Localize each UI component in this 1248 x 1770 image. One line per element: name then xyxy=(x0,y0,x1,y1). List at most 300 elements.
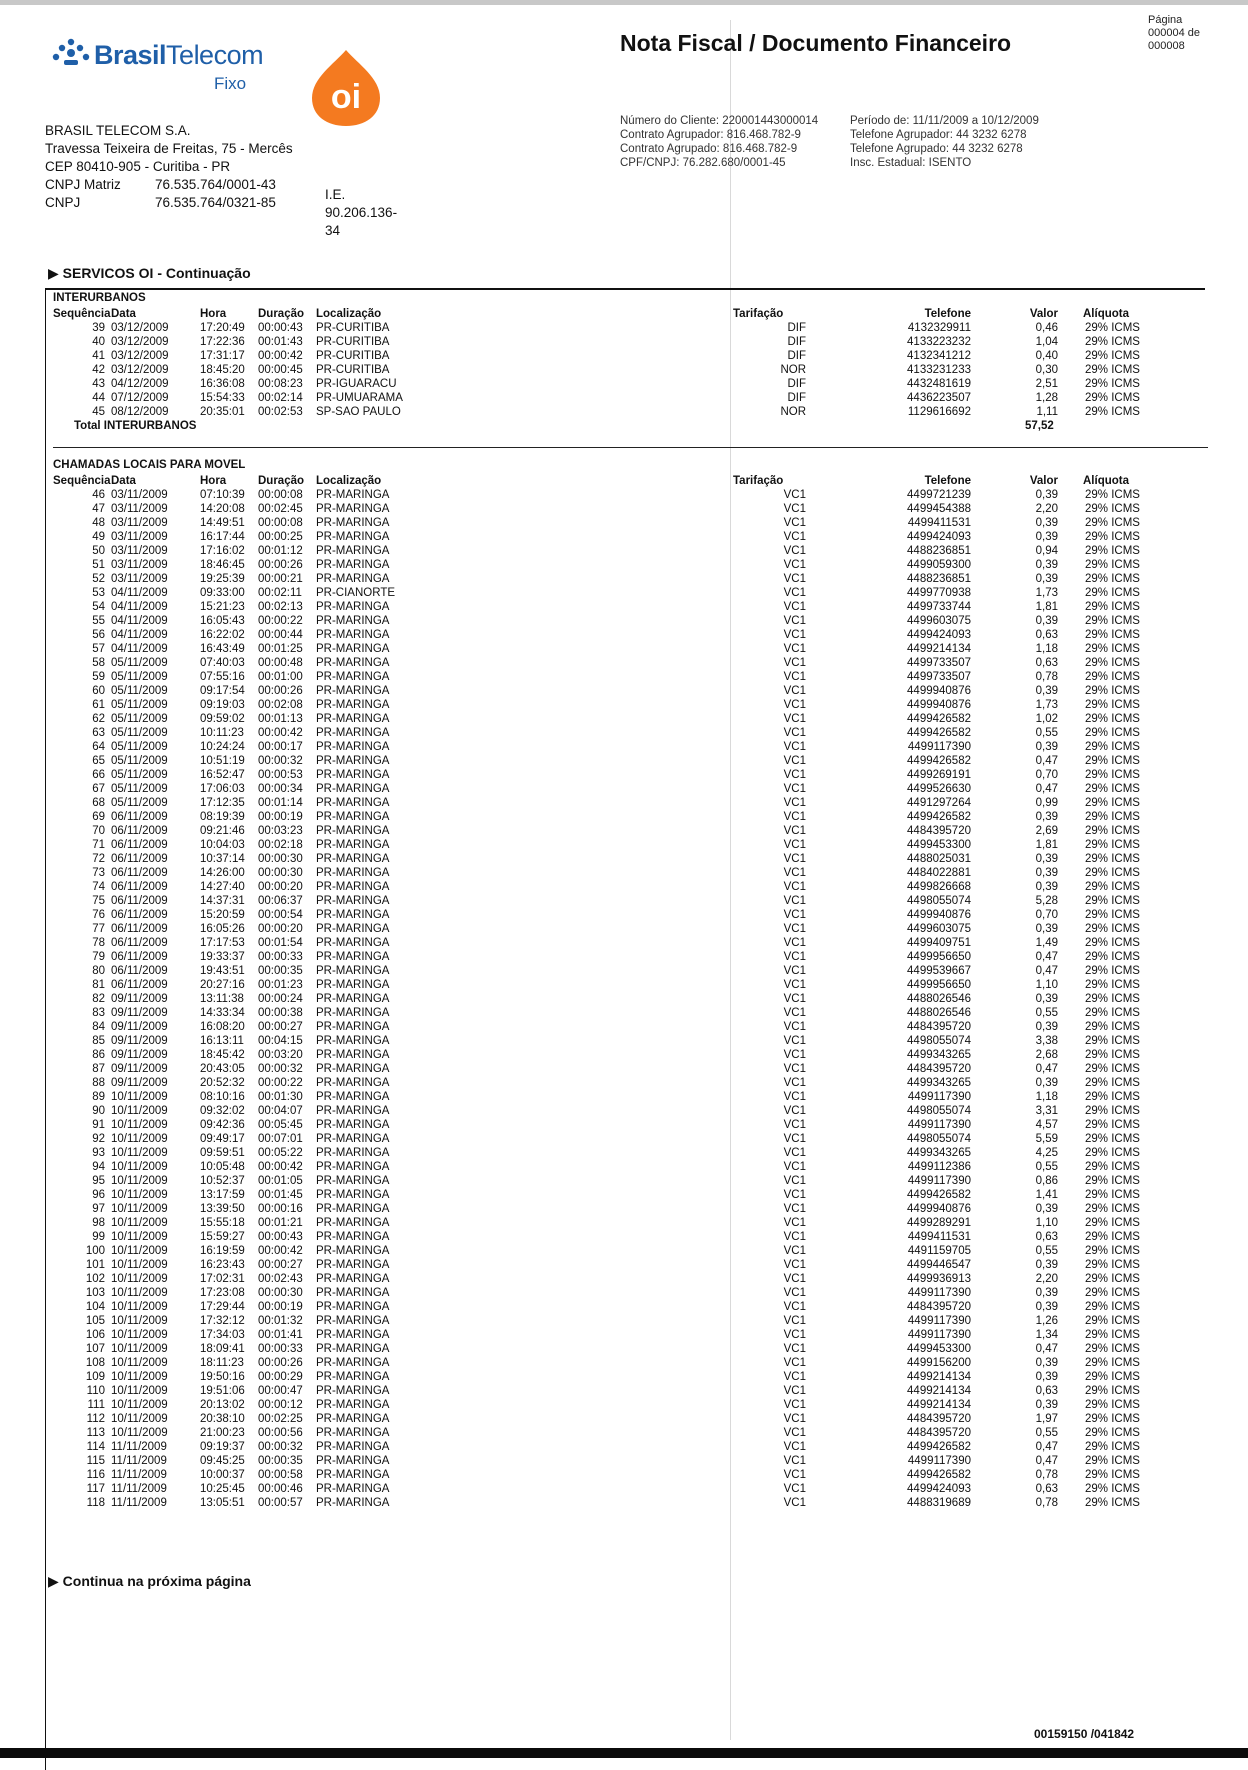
table-row xyxy=(53,1398,1208,1412)
cell-localizacao: PR-MARINGA xyxy=(316,1077,390,1089)
cell-telefone: 4499826668 xyxy=(907,881,971,893)
cell-hora: 09:19:03 xyxy=(200,699,245,711)
cell-aliquota: 29% ICMS xyxy=(1085,1203,1140,1215)
cell-data: 06/11/2009 xyxy=(111,923,168,935)
cell-valor: 1,04 xyxy=(1035,336,1058,348)
cell-telefone: 4499214134 xyxy=(907,1385,971,1397)
cell-valor: 0,55 xyxy=(1035,1161,1058,1173)
cell-tarifacao: VC1 xyxy=(783,489,806,501)
table-row xyxy=(53,1216,1208,1230)
cell-localizacao: PR-MARINGA xyxy=(316,517,390,529)
table-row xyxy=(53,1020,1208,1034)
cell-tarifacao: VC1 xyxy=(783,629,806,641)
cell-duracao: 00:02:43 xyxy=(258,1273,303,1285)
cell-localizacao: PR-CIANORTE xyxy=(316,587,396,599)
cell-data: 10/11/2009 xyxy=(111,1329,168,1341)
cell-tarifacao: VC1 xyxy=(783,923,806,935)
cell-sequencia: 55 xyxy=(92,615,105,627)
cell-sequencia: 60 xyxy=(92,685,105,697)
cell-data: 04/11/2009 xyxy=(111,587,168,599)
cell-telefone: 4484395720 xyxy=(907,825,971,837)
cell-hora: 15:59:27 xyxy=(200,1231,245,1243)
cell-duracao: 00:00:43 xyxy=(258,322,303,334)
cell-localizacao: PR-MARINGA xyxy=(316,1497,390,1509)
cell-localizacao: PR-MARINGA xyxy=(316,993,390,1005)
cell-data: 10/11/2009 xyxy=(111,1133,168,1145)
cell-aliquota: 29% ICMS xyxy=(1085,741,1140,753)
cell-aliquota: 29% ICMS xyxy=(1085,937,1140,949)
cell-localizacao: PR-MARINGA xyxy=(316,1231,390,1243)
cell-sequencia: 99 xyxy=(92,1231,105,1243)
cell-sequencia: 105 xyxy=(85,1315,105,1327)
table-row xyxy=(53,782,1208,796)
cell-data: 05/11/2009 xyxy=(111,741,168,753)
col-sequencia: Sequência xyxy=(53,308,111,320)
cell-sequencia: 82 xyxy=(92,993,105,1005)
cell-hora: 16:05:26 xyxy=(200,923,245,935)
cell-telefone: 4499426582 xyxy=(907,755,971,767)
cell-telefone: 4499343265 xyxy=(907,1147,971,1159)
cell-localizacao: PR-MARINGA xyxy=(316,545,390,557)
cell-valor: 0,39 xyxy=(1035,1399,1058,1411)
cell-tarifacao: VC1 xyxy=(783,573,806,585)
cell-duracao: 00:02:08 xyxy=(258,699,303,711)
cell-telefone: 4499733507 xyxy=(907,671,971,683)
cell-telefone: 4499426582 xyxy=(907,1189,971,1201)
cell-tarifacao: VC1 xyxy=(783,1455,806,1467)
cell-duracao: 00:02:14 xyxy=(258,392,303,404)
cell-data: 06/11/2009 xyxy=(111,881,168,893)
cell-aliquota: 29% ICMS xyxy=(1085,853,1140,865)
cell-tarifacao: VC1 xyxy=(783,1287,806,1299)
cell-duracao: 00:01:05 xyxy=(258,1175,303,1187)
cell-data: 10/11/2009 xyxy=(111,1217,168,1229)
cell-hora: 17:29:44 xyxy=(200,1301,245,1313)
cell-hora: 07:55:16 xyxy=(200,671,245,683)
cell-hora: 19:25:39 xyxy=(200,573,245,585)
table-row xyxy=(53,964,1208,978)
table-row xyxy=(53,992,1208,1006)
cell-telefone: 4133223232 xyxy=(907,336,971,348)
cell-localizacao: PR-MARINGA xyxy=(316,825,390,837)
table-row xyxy=(53,363,1208,377)
cell-telefone: 4499733744 xyxy=(907,601,971,613)
cell-duracao: 00:00:25 xyxy=(258,531,303,543)
cell-data: 03/12/2009 xyxy=(111,350,169,362)
cell-valor: 1,81 xyxy=(1035,601,1058,613)
cell-sequencia: 73 xyxy=(92,867,105,879)
cell-aliquota: 29% ICMS xyxy=(1085,1357,1140,1369)
interurbanos-header-row xyxy=(53,307,1208,321)
cell-aliquota: 29% ICMS xyxy=(1085,1497,1140,1509)
cell-sequencia: 49 xyxy=(92,531,105,543)
cell-tarifacao: VC1 xyxy=(783,1147,806,1159)
cell-valor: 1,18 xyxy=(1035,643,1058,655)
cell-hora: 09:49:17 xyxy=(200,1133,245,1145)
cell-sequencia: 74 xyxy=(92,881,105,893)
cell-hora: 07:10:39 xyxy=(200,489,245,501)
cell-telefone: 4499453300 xyxy=(907,839,971,851)
cell-localizacao: PR-MARINGA xyxy=(316,979,390,991)
cell-hora: 20:35:01 xyxy=(200,406,245,418)
page-label: Página xyxy=(1148,14,1183,26)
cell-tarifacao: VC1 xyxy=(783,783,806,795)
cell-localizacao: PR-MARINGA xyxy=(316,1063,390,1075)
cell-telefone: 4499117390 xyxy=(907,1455,971,1467)
cell-aliquota: 29% ICMS xyxy=(1085,1133,1140,1145)
cell-tarifacao: VC1 xyxy=(783,1105,806,1117)
cell-localizacao: PR-MARINGA xyxy=(316,909,390,921)
cell-duracao: 00:00:57 xyxy=(258,1497,303,1509)
cell-duracao: 00:02:13 xyxy=(258,601,303,613)
cell-localizacao: PR-MARINGA xyxy=(316,867,390,879)
cell-hora: 17:32:12 xyxy=(200,1315,245,1327)
cell-localizacao: PR-MARINGA xyxy=(316,601,390,613)
cell-tarifacao: VC1 xyxy=(783,867,806,879)
cell-aliquota: 29% ICMS xyxy=(1085,923,1140,935)
table-row xyxy=(53,1384,1208,1398)
cell-data: 05/11/2009 xyxy=(111,797,168,809)
cell-sequencia: 48 xyxy=(92,517,105,529)
cell-telefone: 4499214134 xyxy=(907,1399,971,1411)
cell-sequencia: 95 xyxy=(92,1175,105,1187)
cell-aliquota: 29% ICMS xyxy=(1085,769,1140,781)
cell-tarifacao: VC1 xyxy=(783,1413,806,1425)
cell-duracao: 00:02:25 xyxy=(258,1413,303,1425)
cell-localizacao: PR-MARINGA xyxy=(316,727,390,739)
cell-sequencia: 62 xyxy=(92,713,105,725)
cell-hora: 21:00:23 xyxy=(200,1427,245,1439)
cell-sequencia: 100 xyxy=(85,1245,105,1257)
cell-sequencia: 93 xyxy=(92,1147,105,1159)
cell-aliquota: 29% ICMS xyxy=(1085,993,1140,1005)
cell-sequencia: 69 xyxy=(92,811,105,823)
cell-aliquota: 29% ICMS xyxy=(1085,1315,1140,1327)
cell-sequencia: 87 xyxy=(92,1063,105,1075)
cell-hora: 19:43:51 xyxy=(200,965,245,977)
cell-localizacao: PR-MARINGA xyxy=(316,1161,390,1173)
cell-sequencia: 117 xyxy=(86,1483,105,1495)
cell-sequencia: 115 xyxy=(86,1455,105,1467)
cell-aliquota: 29% ICMS xyxy=(1085,1091,1140,1103)
cell-data: 11/11/2009 xyxy=(111,1455,167,1467)
cell-data: 10/11/2009 xyxy=(111,1161,168,1173)
cell-valor: 1,18 xyxy=(1035,1091,1058,1103)
cell-tarifacao: VC1 xyxy=(783,1021,806,1033)
cell-sequencia: 92 xyxy=(92,1133,105,1145)
cell-hora: 10:37:14 xyxy=(200,853,245,865)
cnpj-matriz-label: CNPJ Matriz xyxy=(45,177,121,192)
table-row xyxy=(53,1202,1208,1216)
cell-valor: 5,59 xyxy=(1035,1133,1058,1145)
col-tarifacao: Tarifação xyxy=(733,308,784,320)
cell-telefone: 4484395720 xyxy=(907,1021,971,1033)
brand-light: Telecom xyxy=(166,40,264,70)
col-localizacao: Localização xyxy=(316,308,382,320)
cell-valor: 0,39 xyxy=(1035,615,1058,627)
cell-duracao: 00:00:22 xyxy=(258,615,303,627)
cell-valor: 0,39 xyxy=(1035,811,1058,823)
telefone-agrupado: Telefone Agrupado: 44 3232 6278 xyxy=(850,143,1023,155)
col-valor: Valor xyxy=(1029,308,1058,320)
cell-valor: 1,11 xyxy=(1036,406,1058,418)
table-row xyxy=(53,1328,1208,1342)
cell-hora: 10:24:24 xyxy=(200,741,245,753)
cell-duracao: 00:00:30 xyxy=(258,1287,303,1299)
cell-valor: 0,70 xyxy=(1035,769,1058,781)
cell-data: 06/11/2009 xyxy=(111,811,168,823)
cell-valor: 0,94 xyxy=(1035,545,1058,557)
cell-duracao: 00:05:45 xyxy=(258,1119,303,1131)
cell-data: 06/11/2009 xyxy=(111,951,168,963)
cell-sequencia: 77 xyxy=(92,923,105,935)
cell-localizacao: PR-MARINGA xyxy=(316,1371,390,1383)
cell-aliquota: 29% ICMS xyxy=(1085,1231,1140,1243)
table-row xyxy=(53,1300,1208,1314)
cell-hora: 16:52:47 xyxy=(200,769,245,781)
cell-telefone: 4499936913 xyxy=(907,1273,971,1285)
cell-aliquota: 29% ICMS xyxy=(1085,1063,1140,1075)
cell-tarifacao: VC1 xyxy=(783,1427,806,1439)
cell-hora: 10:04:03 xyxy=(200,839,245,851)
cell-valor: 0,39 xyxy=(1035,559,1058,571)
cell-sequencia: 114 xyxy=(86,1441,105,1453)
table-row xyxy=(53,502,1208,516)
cell-localizacao: PR-MARINGA xyxy=(316,1455,390,1467)
cell-sequencia: 63 xyxy=(92,727,105,739)
cell-duracao: 00:03:23 xyxy=(258,825,303,837)
cell-hora: 18:45:20 xyxy=(200,364,245,376)
cell-telefone: 4499539667 xyxy=(907,965,971,977)
cell-hora: 17:22:36 xyxy=(200,336,245,348)
cell-duracao: 00:00:46 xyxy=(258,1483,303,1495)
oi-logo-text: oi xyxy=(330,78,362,116)
cell-localizacao: PR-MARINGA xyxy=(316,1245,390,1257)
cell-valor: 0,39 xyxy=(1035,1203,1058,1215)
cell-hora: 14:33:34 xyxy=(200,1007,245,1019)
cell-localizacao: PR-MARINGA xyxy=(316,699,390,711)
cell-tarifacao: VC1 xyxy=(783,1469,806,1481)
col-hora: Hora xyxy=(200,308,227,320)
cell-tarifacao: VC1 xyxy=(783,769,806,781)
cell-hora: 18:46:45 xyxy=(200,559,245,571)
cell-aliquota: 29% ICMS xyxy=(1085,545,1140,557)
cell-data: 10/11/2009 xyxy=(111,1259,168,1271)
cell-sequencia: 57 xyxy=(92,643,105,655)
locais-title: CHAMADAS LOCAIS PARA MOVEL xyxy=(53,459,246,471)
cell-sequencia: 89 xyxy=(92,1091,105,1103)
cell-hora: 14:49:51 xyxy=(200,517,245,529)
cell-tarifacao: DIF xyxy=(787,350,806,362)
document-title: Nota Fiscal / Documento Financeiro xyxy=(620,30,1012,56)
cell-duracao: 00:02:53 xyxy=(258,406,303,418)
cell-tarifacao: VC1 xyxy=(783,895,806,907)
cell-telefone: 4499117390 xyxy=(907,1287,971,1299)
cell-valor: 0,55 xyxy=(1035,1427,1058,1439)
cell-aliquota: 29% ICMS xyxy=(1085,1385,1140,1397)
cell-localizacao: PR-MARINGA xyxy=(316,1329,390,1341)
interurbanos-total-row xyxy=(53,419,1208,433)
cell-duracao: 00:01:43 xyxy=(258,336,303,348)
cell-localizacao: PR-MARINGA xyxy=(316,1203,390,1215)
cell-tarifacao: DIF xyxy=(787,392,806,404)
cell-localizacao: PR-MARINGA xyxy=(316,1413,390,1425)
cell-hora: 09:59:51 xyxy=(200,1147,245,1159)
cell-tarifacao: VC1 xyxy=(783,727,806,739)
billing-period: Período de: 11/11/2009 a 10/12/2009 xyxy=(850,115,1039,127)
cell-data: 10/11/2009 xyxy=(111,1385,168,1397)
cell-duracao: 00:00:08 xyxy=(258,489,303,501)
cell-data: 11/11/2009 xyxy=(111,1441,167,1453)
table-row xyxy=(53,1118,1208,1132)
cell-aliquota: 29% ICMS xyxy=(1085,364,1140,376)
cell-data: 06/11/2009 xyxy=(111,853,168,865)
cell-sequencia: 40 xyxy=(92,336,105,348)
cell-valor: 1,28 xyxy=(1035,392,1058,404)
cell-sequencia: 106 xyxy=(85,1329,105,1341)
cell-localizacao: PR-MARINGA xyxy=(316,1427,390,1439)
cell-duracao: 00:02:11 xyxy=(258,587,302,599)
cell-valor: 1,73 xyxy=(1035,587,1058,599)
cell-duracao: 00:00:33 xyxy=(258,1343,303,1355)
table-row xyxy=(53,544,1208,558)
cell-aliquota: 29% ICMS xyxy=(1085,965,1140,977)
cell-sequencia: 98 xyxy=(92,1217,105,1229)
cell-valor: 3,31 xyxy=(1035,1105,1058,1117)
cell-tarifacao: VC1 xyxy=(783,1385,806,1397)
cell-telefone: 4499426582 xyxy=(907,1469,971,1481)
cell-sequencia: 78 xyxy=(92,937,105,949)
cell-sequencia: 70 xyxy=(92,825,105,837)
cell-data: 09/11/2009 xyxy=(111,1021,168,1033)
cell-tarifacao: VC1 xyxy=(783,951,806,963)
cell-hora: 17:20:49 xyxy=(200,322,245,334)
cell-tarifacao: VC1 xyxy=(783,1301,806,1313)
cell-data: 03/11/2009 xyxy=(111,531,168,543)
cell-valor: 0,63 xyxy=(1035,1385,1058,1397)
cell-data: 09/11/2009 xyxy=(111,1049,168,1061)
cell-sequencia: 81 xyxy=(92,979,105,991)
cell-aliquota: 29% ICMS xyxy=(1085,350,1140,362)
cell-data: 10/11/2009 xyxy=(111,1273,168,1285)
cell-sequencia: 53 xyxy=(92,587,105,599)
cell-tarifacao: VC1 xyxy=(783,965,806,977)
cell-localizacao: PR-MARINGA xyxy=(316,503,390,515)
table-row xyxy=(53,1244,1208,1258)
cell-valor: 0,47 xyxy=(1035,755,1058,767)
cell-aliquota: 29% ICMS xyxy=(1085,322,1140,334)
cell-telefone: 4484395720 xyxy=(907,1301,971,1313)
cell-sequencia: 111 xyxy=(87,1399,105,1411)
cell-data: 10/11/2009 xyxy=(111,1371,168,1383)
locais-header-row xyxy=(53,474,1208,488)
cell-sequencia: 79 xyxy=(92,951,105,963)
cell-tarifacao: VC1 xyxy=(783,1441,806,1453)
cell-hora: 09:17:54 xyxy=(200,685,245,697)
cell-data: 04/11/2009 xyxy=(111,643,168,655)
client-info-right xyxy=(850,114,1039,170)
cell-localizacao: PR-MARINGA xyxy=(316,1483,390,1495)
cell-telefone: 4499940876 xyxy=(907,1203,971,1215)
cell-sequencia: 97 xyxy=(92,1203,105,1215)
table-row xyxy=(53,852,1208,866)
cell-telefone: 4499117390 xyxy=(907,1315,971,1327)
cell-localizacao: PR-MARINGA xyxy=(316,1049,390,1061)
cell-duracao: 00:00:26 xyxy=(258,559,303,571)
table-row xyxy=(53,796,1208,810)
cell-aliquota: 29% ICMS xyxy=(1085,1049,1140,1061)
cell-localizacao: PR-MARINGA xyxy=(316,811,390,823)
cell-telefone: 4499453300 xyxy=(907,1343,971,1355)
cell-telefone: 4491297264 xyxy=(907,797,971,809)
table-row xyxy=(53,1132,1208,1146)
cell-valor: 0,39 xyxy=(1035,573,1058,585)
table-row xyxy=(53,1440,1208,1454)
cell-duracao: 00:00:08 xyxy=(258,517,303,529)
continue-note xyxy=(48,1573,251,1590)
table-row xyxy=(53,922,1208,936)
cell-aliquota: 29% ICMS xyxy=(1085,1273,1140,1285)
cell-aliquota: 29% ICMS xyxy=(1085,336,1140,348)
cell-tarifacao: VC1 xyxy=(783,853,806,865)
cell-data: 03/12/2009 xyxy=(111,322,169,334)
cell-valor: 0,39 xyxy=(1035,531,1058,543)
cnpj-row xyxy=(45,194,293,212)
table-row xyxy=(53,377,1208,391)
cell-aliquota: 29% ICMS xyxy=(1085,1189,1140,1201)
table-row xyxy=(53,321,1208,335)
cell-valor: 0,39 xyxy=(1035,1021,1058,1033)
cell-hora: 19:33:37 xyxy=(200,951,245,963)
cell-valor: 0,78 xyxy=(1035,671,1058,683)
cell-duracao: 00:01:13 xyxy=(258,713,303,725)
cell-valor: 1,49 xyxy=(1035,937,1058,949)
cell-duracao: 00:01:14 xyxy=(258,797,303,809)
cell-hora: 19:50:16 xyxy=(200,1371,245,1383)
cell-aliquota: 29% ICMS xyxy=(1085,1119,1140,1131)
cell-sequencia: 66 xyxy=(92,769,105,781)
cell-duracao: 00:02:45 xyxy=(258,503,303,515)
cell-data: 05/11/2009 xyxy=(111,769,168,781)
table-row xyxy=(53,1146,1208,1160)
cell-aliquota: 29% ICMS xyxy=(1085,1371,1140,1383)
cell-duracao: 00:00:20 xyxy=(258,923,303,935)
cell-duracao: 00:00:54 xyxy=(258,909,303,921)
cell-tarifacao: VC1 xyxy=(783,1497,806,1509)
cell-aliquota: 29% ICMS xyxy=(1085,406,1140,418)
play-arrow-icon: ▶ xyxy=(48,265,63,281)
cell-data: 05/11/2009 xyxy=(111,699,168,711)
cell-data: 10/11/2009 xyxy=(111,1413,168,1425)
oi-logo-icon xyxy=(310,48,382,128)
cell-aliquota: 29% ICMS xyxy=(1085,783,1140,795)
cell-duracao: 00:01:32 xyxy=(258,1315,303,1327)
cell-sequencia: 54 xyxy=(92,601,105,613)
cell-aliquota: 29% ICMS xyxy=(1085,825,1140,837)
cell-duracao: 00:00:32 xyxy=(258,755,303,767)
cell-sequencia: 96 xyxy=(92,1189,105,1201)
cell-hora: 15:20:59 xyxy=(200,909,245,921)
cell-localizacao: PR-MARINGA xyxy=(316,1399,390,1411)
cell-localizacao: PR-MARINGA xyxy=(316,1175,390,1187)
cell-data: 06/11/2009 xyxy=(111,895,168,907)
cell-valor: 0,86 xyxy=(1035,1175,1058,1187)
cell-sequencia: 91 xyxy=(92,1119,105,1131)
cell-valor: 0,40 xyxy=(1035,350,1058,362)
cell-hora: 15:21:23 xyxy=(200,601,245,613)
cnpj-label: CNPJ xyxy=(45,195,81,210)
cell-tarifacao: VC1 xyxy=(783,503,806,515)
